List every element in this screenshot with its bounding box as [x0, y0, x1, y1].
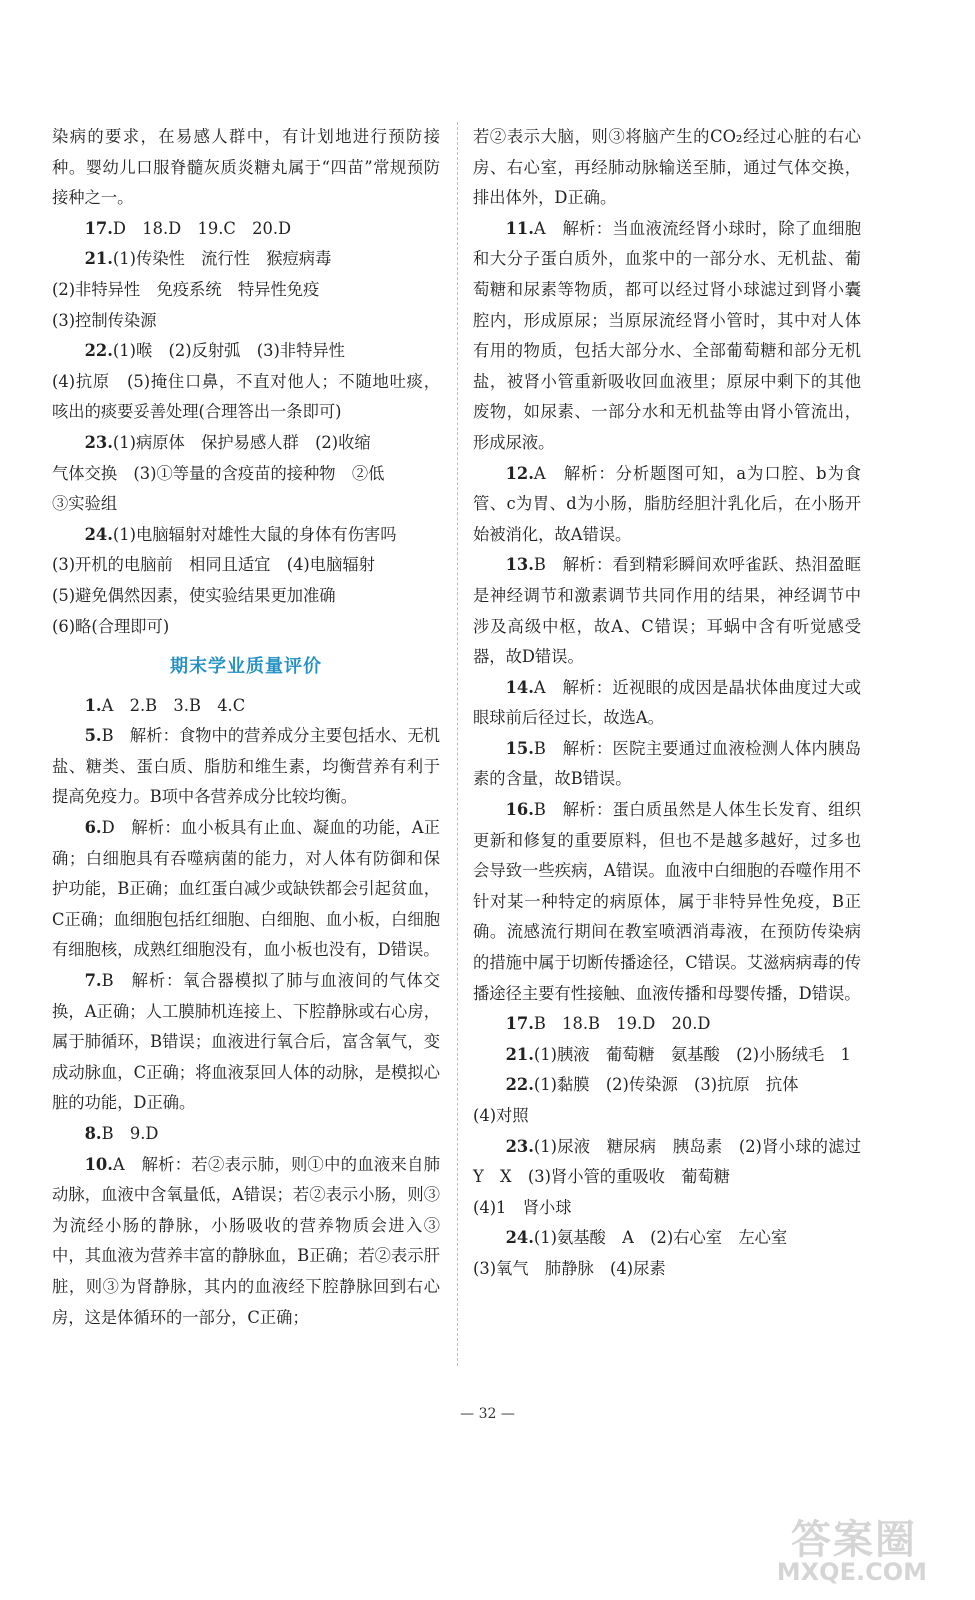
answer-text: (1)氨基酸 A (2)右心室 左心室	[533, 1228, 788, 1248]
answer-text: (1)胰液 葡萄糖 氨基酸 (2)小肠绒毛 1	[533, 1044, 851, 1064]
answer-text: D 18.D 19.C 20.D	[112, 218, 292, 238]
answer-paragraph	[52, 550, 440, 581]
answer-text: B 解析：蛋白质虽然是人体生长发育、组织更新和修复的重要原料，但也不是越多越好，过多也会导致一些疾病，A错误。血液中白细胞的吞噬作用不针对某一种特定的病原体，属于非特异性免疫，B正确。流感流行期间在教室喷洒消毒液，在预防传染病的措施中属于切断传播途径，C错误。艾滋病病毒的传播途径主要有性接触、血液传播和母婴传播，D错误。	[473, 800, 861, 1003]
answer-paragraph	[473, 673, 861, 734]
answer-text: B 9.D	[101, 1124, 159, 1143]
answer-paragraph	[473, 734, 861, 795]
answer-paragraph	[52, 1150, 440, 1334]
answer-paragraph	[52, 336, 440, 367]
question-number: 22.	[505, 1075, 534, 1095]
answer-paragraph	[473, 459, 861, 551]
answer-paragraph	[473, 1009, 861, 1040]
answer-text: (4)1 肾小球	[473, 1197, 572, 1217]
answer-text: (1)黏膜 (2)传染源 (3)抗原 抗体	[533, 1075, 799, 1095]
question-number: 6.	[84, 818, 102, 838]
answer-paragraph	[473, 1223, 861, 1254]
answer-text: 染病的要求，在易感人群中，有计划地进行预防接种。婴幼儿口服脊髓灰质炎糖丸属于“四苗”常规预防接种之一。	[52, 127, 440, 208]
answer-text: (3)开机的电脑前 相同且适宜 (4)电脑辐射	[52, 555, 375, 575]
answer-text: (4)对照	[473, 1106, 529, 1125]
answer-paragraph	[52, 459, 440, 490]
question-number: 23.	[505, 1136, 534, 1156]
question-number: 12.	[505, 463, 534, 483]
answer-text: (3)控制传染源	[52, 310, 157, 330]
answer-paragraph	[473, 1040, 861, 1071]
watermark-en: MXQE.COM	[776, 1558, 927, 1586]
answer-paragraph	[473, 1193, 861, 1224]
answer-text: (1)病原体 保护易感人群 (2)收缩	[112, 432, 371, 452]
answer-paragraph	[52, 428, 440, 459]
answer-paragraph	[473, 795, 861, 1009]
column-divider	[457, 122, 458, 1366]
answer-text: ③实验组	[52, 494, 118, 514]
answer-paragraph	[52, 1119, 440, 1150]
answer-text: (4)抗原 (5)掩住口鼻，不直对他人；不随地吐痰，咳出的痰要妥善处理(合理答出一条即可)	[52, 371, 440, 422]
answer-text: A 解析：近视眼的成因是晶状体曲度过大或眼球前后径过长，故选A。	[473, 677, 861, 728]
answer-paragraph	[473, 122, 861, 214]
answer-paragraph	[52, 489, 440, 520]
question-number: 15.	[505, 738, 534, 758]
page-number: — 32 —	[460, 1406, 515, 1422]
answer-paragraph	[52, 721, 440, 813]
question-number: 7.	[84, 971, 102, 991]
watermark-cn: 答案圈	[791, 1516, 917, 1563]
question-number: 21.	[505, 1044, 534, 1064]
answer-text: (1)喉 (2)反射弧 (3)非特异性	[112, 341, 345, 361]
answer-paragraph	[52, 581, 440, 612]
question-number: 23.	[84, 432, 113, 452]
answer-text: B 解析：医院主要通过血液检测人体内胰岛素的含量，故B错误。	[473, 738, 861, 789]
answer-paragraph	[52, 520, 440, 551]
answer-paragraph	[473, 1132, 878, 1193]
answer-text: A 解析：若②表示肺，则①中的血液来自肺动脉，血液中含氧量低，A错误；若②表示小肠，则③为流经小肠的静脉，小肠吸收的营养物质会进入③中，其血液为营养丰富的静脉血，B正确；若②表示肝脏，则③为肾静脉，其内的血液经下腔静脉回到右心房，这是体循环的一部分，C正确；	[52, 1154, 440, 1327]
question-number: 13.	[505, 555, 534, 575]
answer-paragraph	[52, 966, 440, 1119]
answer-text: A 解析：当血液流经肾小球时，除了血细胞和大分子蛋白质外，血浆中的一部分水、无机盐、葡萄糖和尿素等物质，都可以经过肾小球滤过到肾小囊腔内，形成原尿；当原尿流经肾小管时，其中对人体有用的物质，包括大部分水、全部葡萄糖和部分无机盐，被肾小管重新吸收回血液里；原尿中剩下的其他废物，如尿素、一部分水和无机盐等由肾小管流出，形成尿液。	[473, 218, 861, 452]
question-number: 14.	[505, 677, 534, 697]
question-number: 11.	[505, 218, 534, 238]
question-number: 21.	[84, 249, 113, 269]
question-number: 17.	[505, 1014, 534, 1034]
answer-text: A 解析：分析题图可知，a为口腔、b为食管、c为胃、d为小肠，脂肪经胆汁乳化后，在小肠开始被消化，故A错误。	[473, 463, 861, 544]
answer-paragraph	[52, 306, 440, 337]
watermark-logo	[747, 1508, 957, 1586]
answer-text: 气体交换 (3)①等量的含疫苗的接种物 ②低	[52, 463, 385, 483]
answer-text: B 解析：看到精彩瞬间欢呼雀跃、热泪盈眶是神经调节和激素调节共同作用的结果，神经调节中涉及高级中枢，故A、C错误；耳蜗中含有听觉感受器，故D错误。	[473, 555, 861, 667]
answer-paragraph	[52, 275, 440, 306]
answer-text: (3)氧气 肺静脉 (4)尿素	[473, 1258, 666, 1278]
answer-paragraph	[52, 244, 440, 275]
section-title: 期末学业质量评价	[170, 656, 322, 678]
answer-text: A 2.B 3.B 4.C	[101, 695, 246, 715]
answer-paragraph	[473, 550, 861, 672]
question-number: 24.	[505, 1228, 534, 1248]
answer-text: (2)非特异性 免疫系统 特异性免疫	[52, 279, 320, 299]
answer-paragraph	[52, 214, 440, 245]
answer-paragraph	[473, 1070, 861, 1101]
answer-text: (1)尿液 糖尿病 胰岛素 (2)肾小球的滤过 Y X (3)肾小管的重吸收 葡萄糖	[473, 1136, 878, 1187]
question-number: 16.	[505, 800, 534, 820]
question-number: 24.	[84, 524, 113, 544]
question-number: 22.	[84, 341, 113, 361]
right-column	[473, 122, 878, 1285]
answer-paragraph	[52, 813, 440, 966]
answer-text: (1)传染性 流行性 猴痘病毒	[112, 249, 332, 269]
answer-paragraph	[52, 122, 440, 214]
question-number: 10.	[84, 1154, 113, 1174]
answer-text: (6)略(合理即可)	[52, 616, 170, 636]
question-number: 17.	[84, 218, 113, 238]
answer-text: (1)电脑辐射对雄性大鼠的身体有伤害吗	[112, 524, 397, 544]
question-number: 5.	[84, 726, 102, 746]
answer-text: 若②表示大脑，则③将脑产生的CO₂经过心脏的右心房、右心室，再经肺动脉输送至肺，通过气体交换，排出体外，D正确。	[473, 127, 861, 208]
answer-paragraph	[473, 1101, 861, 1132]
answer-paragraph	[52, 367, 440, 428]
answer-paragraph	[52, 691, 440, 722]
answer-paragraph	[473, 214, 861, 459]
answer-text: (5)避免偶然因素，使实验结果更加准确	[52, 585, 336, 605]
question-number: 1.	[84, 695, 102, 715]
answer-text: B 解析：氧合器模拟了肺与血液间的气体交换，A正确；人工膜肺机连接上、下腔静脉或右心房，属于肺循环，B错误；血液进行氧合后，富含氧气，变成动脉血，C正确；将血液泵回人体的动脉，是模拟心脏的功能，D正确。	[52, 971, 440, 1113]
answer-text: B 解析：食物中的营养成分主要包括水、无机盐、糖类、蛋白质、脂肪和维生素，均衡营养有利于提高免疫力。B项中各营养成分比较均衡。	[52, 726, 440, 807]
answer-paragraph	[473, 1254, 861, 1285]
answer-paragraph	[52, 612, 440, 643]
question-number: 8.	[84, 1124, 102, 1143]
answer-text: B 18.B 19.D 20.D	[533, 1014, 711, 1034]
answer-text: D 解析：血小板具有止血、凝血的功能，A正确；白细胞具有吞噬病菌的能力，对人体有防御和保护功能，B正确；血红蛋白减少或缺铁都会引起贫血，C正确；血细胞包括红细胞、白细胞、血小板，白细胞有细胞核，成熟红细胞没有，血小板也没有，D错误。	[52, 818, 440, 960]
left-column	[52, 122, 440, 1333]
